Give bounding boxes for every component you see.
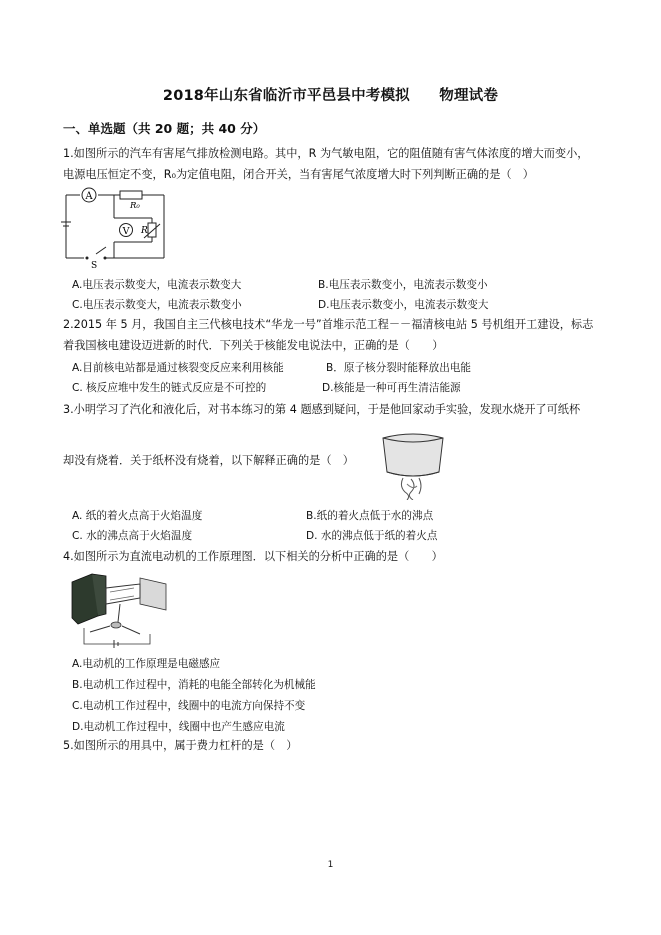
q2-option-c: C. 核反应堆中发生的链式反应是不可控的 [72, 382, 267, 394]
voltmeter-label: V [122, 226, 130, 237]
q4-option-c: C.电动机工作过程中，线圈中的电流方向保持不变 [72, 700, 306, 712]
question-3-line-1: 3.小明学习了汽化和液化后，对书本练习的第 4 题感到疑问，于是他回家动手实验，发现水烧开了可纸杯 [63, 403, 581, 416]
q2-option-d: D.核能是一种可再生清洁能源 [322, 382, 461, 394]
q1-option-d: D.电压表示数变小，电流表示数变大 [318, 299, 489, 311]
q3-option-d: D. 水的沸点低于纸的着火点 [306, 530, 438, 542]
page-number: 1 [327, 860, 334, 870]
q3-option-b: B.纸的着火点低于水的沸点 [306, 510, 434, 522]
switch-label: S [91, 261, 98, 270]
paper-cup-illustration [377, 428, 449, 500]
page-title: 2018年山东省临沂市平邑县中考模拟 物理试卷 [162, 88, 499, 104]
dc-motor-diagram [70, 570, 178, 650]
question-1-line-2: 电源电压恒定不变，R₀为定值电阻，闭合开关，当有害尾气浓度增大时下列判断正确的是（ ） [63, 168, 534, 181]
q2-option-a: A.目前核电站都是通过核裂变反应来利用核能 [72, 362, 284, 374]
circuit-diagram [60, 184, 170, 270]
question-2-line-1: 2.2015 年 5 月，我国自主三代核电技术“华龙一号”首堆示范工程－－福清核电站 5 号机组开工建设，标志 [63, 318, 594, 331]
question-2-line-2: 着我国核电建设迈进新的时代．下列关于核能发电说法中，正确的是（ ） [63, 339, 444, 352]
q4-option-a: A.电动机的工作原理是电磁感应 [72, 658, 221, 670]
question-5-line-1: 5.如图所示的用具中，属于费力杠杆的是（ ） [63, 739, 298, 752]
q2-option-b: B．原子核分裂时能释放出电能 [326, 362, 471, 374]
section-heading: 一、单选题（共 20 题；共 40 分） [63, 121, 266, 136]
q1-option-b: B.电压表示数变小，电流表示数变小 [318, 279, 488, 291]
question-3-line-2: 却没有烧着．关于纸杯没有烧着，以下解释正确的是（ ） [63, 454, 354, 467]
r0-label: R₀ [130, 201, 140, 211]
question-1-line-1: 1.如图所示的汽车有害尾气排放检测电路。其中，R 为气敏电阻，它的阻值随有害气体浓度的增大而变小， [63, 147, 589, 160]
ammeter-label: A [85, 191, 93, 202]
q1-option-a: A.电压表示数变大，电流表示数变大 [72, 279, 242, 291]
q1-option-c: C.电压表示数变大，电流表示数变小 [72, 299, 242, 311]
q3-option-a: A. 纸的着火点高于火焰温度 [72, 510, 203, 522]
q4-option-d: D.电动机工作过程中，线圈中也产生感应电流 [72, 721, 285, 733]
q3-option-c: C. 水的沸点高于火焰温度 [72, 530, 193, 542]
r-label: R [141, 226, 148, 236]
question-4-line-1: 4.如图所示为直流电动机的工作原理图．以下相关的分析中正确的是（ ） [63, 550, 443, 563]
q4-option-b: B.电动机工作过程中，消耗的电能全部转化为机械能 [72, 679, 316, 691]
